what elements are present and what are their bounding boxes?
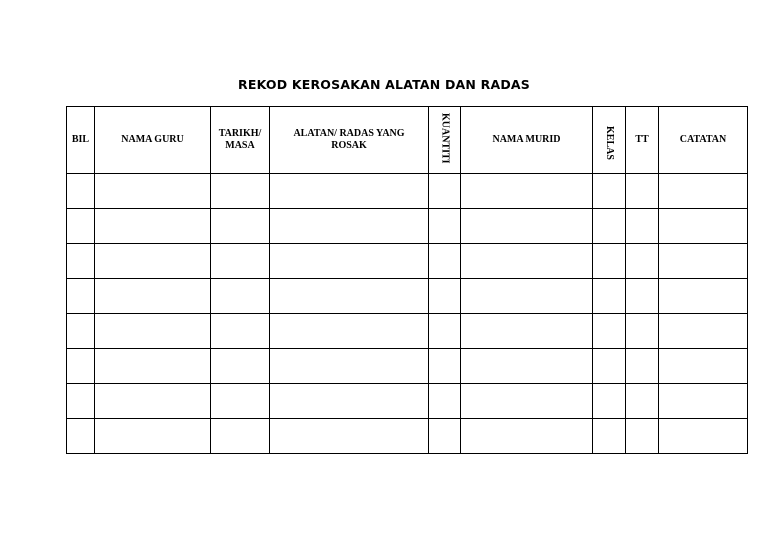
cell-kuantiti bbox=[429, 384, 461, 419]
cell-alatan-radas bbox=[270, 384, 429, 419]
cell-kuantiti bbox=[429, 314, 461, 349]
cell-catatan bbox=[659, 174, 748, 209]
cell-tt bbox=[626, 349, 659, 384]
cell-catatan bbox=[659, 244, 748, 279]
cell-bil bbox=[67, 314, 95, 349]
damage-record-table bbox=[66, 106, 748, 454]
header-alatan-radas bbox=[270, 107, 429, 174]
cell-kelas bbox=[593, 174, 626, 209]
header-tarikh-masa bbox=[211, 107, 270, 174]
cell-kuantiti bbox=[429, 244, 461, 279]
cell-kelas bbox=[593, 419, 626, 454]
cell-tarikh-masa bbox=[211, 279, 270, 314]
cell-tt bbox=[626, 209, 659, 244]
cell-kuantiti bbox=[429, 209, 461, 244]
cell-catatan bbox=[659, 384, 748, 419]
header-row bbox=[67, 107, 748, 174]
cell-kelas bbox=[593, 244, 626, 279]
cell-nama-murid bbox=[461, 384, 593, 419]
cell-nama-murid bbox=[461, 419, 593, 454]
cell-kuantiti bbox=[429, 419, 461, 454]
cell-tarikh-masa bbox=[211, 244, 270, 279]
cell-kuantiti bbox=[429, 174, 461, 209]
cell-tt bbox=[626, 314, 659, 349]
table-row bbox=[67, 244, 748, 279]
cell-nama-guru bbox=[95, 209, 211, 244]
cell-alatan-radas bbox=[270, 209, 429, 244]
cell-nama-guru bbox=[95, 419, 211, 454]
cell-kelas bbox=[593, 209, 626, 244]
header-catatan: CATATAN bbox=[659, 107, 748, 174]
table-row bbox=[67, 174, 748, 209]
cell-alatan-radas bbox=[270, 419, 429, 454]
cell-nama-murid bbox=[461, 174, 593, 209]
header-kuantiti bbox=[429, 107, 461, 174]
cell-nama-guru bbox=[95, 384, 211, 419]
cell-bil bbox=[67, 349, 95, 384]
table-row bbox=[67, 384, 748, 419]
cell-catatan bbox=[659, 279, 748, 314]
cell-kelas bbox=[593, 349, 626, 384]
header-bil: BIL bbox=[67, 107, 95, 174]
cell-nama-guru bbox=[95, 244, 211, 279]
table-row bbox=[67, 209, 748, 244]
cell-tarikh-masa bbox=[211, 209, 270, 244]
cell-tarikh-masa bbox=[211, 419, 270, 454]
cell-bil bbox=[67, 279, 95, 314]
cell-tarikh-masa bbox=[211, 314, 270, 349]
cell-bil bbox=[67, 384, 95, 419]
cell-alatan-radas bbox=[270, 314, 429, 349]
cell-nama-murid bbox=[461, 279, 593, 314]
cell-nama-guru bbox=[95, 174, 211, 209]
cell-tt bbox=[626, 419, 659, 454]
cell-nama-murid bbox=[461, 349, 593, 384]
cell-tt bbox=[626, 244, 659, 279]
cell-alatan-radas bbox=[270, 349, 429, 384]
cell-nama-murid bbox=[461, 209, 593, 244]
cell-nama-guru bbox=[95, 349, 211, 384]
cell-tt bbox=[626, 384, 659, 419]
table-row bbox=[67, 419, 748, 454]
cell-kelas bbox=[593, 384, 626, 419]
header-kuantiti-label: KUANTITI bbox=[439, 112, 451, 164]
header-tt: TT bbox=[626, 107, 659, 174]
cell-tarikh-masa bbox=[211, 174, 270, 209]
cell-catatan bbox=[659, 209, 748, 244]
header-kelas-label: KELAS bbox=[604, 126, 615, 160]
record-table-body bbox=[67, 174, 748, 454]
header-tarikh-masa-label: TARIKH/ MASA bbox=[218, 128, 262, 151]
cell-kelas bbox=[593, 314, 626, 349]
cell-alatan-radas bbox=[270, 244, 429, 279]
cell-tt bbox=[626, 174, 659, 209]
cell-catatan bbox=[659, 419, 748, 454]
cell-tarikh-masa bbox=[211, 384, 270, 419]
cell-tarikh-masa bbox=[211, 349, 270, 384]
table-row bbox=[67, 314, 748, 349]
cell-kuantiti bbox=[429, 279, 461, 314]
cell-alatan-radas bbox=[270, 174, 429, 209]
cell-catatan bbox=[659, 314, 748, 349]
header-kelas bbox=[593, 107, 626, 174]
cell-kuantiti bbox=[429, 349, 461, 384]
document-title: REKOD KEROSAKAN ALATAN DAN RADAS bbox=[238, 77, 530, 92]
cell-nama-guru bbox=[95, 314, 211, 349]
cell-bil bbox=[67, 419, 95, 454]
header-nama-guru: NAMA GURU bbox=[95, 107, 211, 174]
header-alatan-radas-label: ALATAN/ RADAS YANG ROSAK bbox=[293, 128, 405, 151]
header-nama-murid: NAMA MURID bbox=[461, 107, 593, 174]
cell-bil bbox=[67, 209, 95, 244]
table-row bbox=[67, 349, 748, 384]
cell-alatan-radas bbox=[270, 279, 429, 314]
cell-bil bbox=[67, 244, 95, 279]
cell-tt bbox=[626, 279, 659, 314]
cell-nama-murid bbox=[461, 244, 593, 279]
cell-catatan bbox=[659, 349, 748, 384]
cell-kelas bbox=[593, 279, 626, 314]
cell-bil bbox=[67, 174, 95, 209]
table-row bbox=[67, 279, 748, 314]
cell-nama-guru bbox=[95, 279, 211, 314]
cell-nama-murid bbox=[461, 314, 593, 349]
